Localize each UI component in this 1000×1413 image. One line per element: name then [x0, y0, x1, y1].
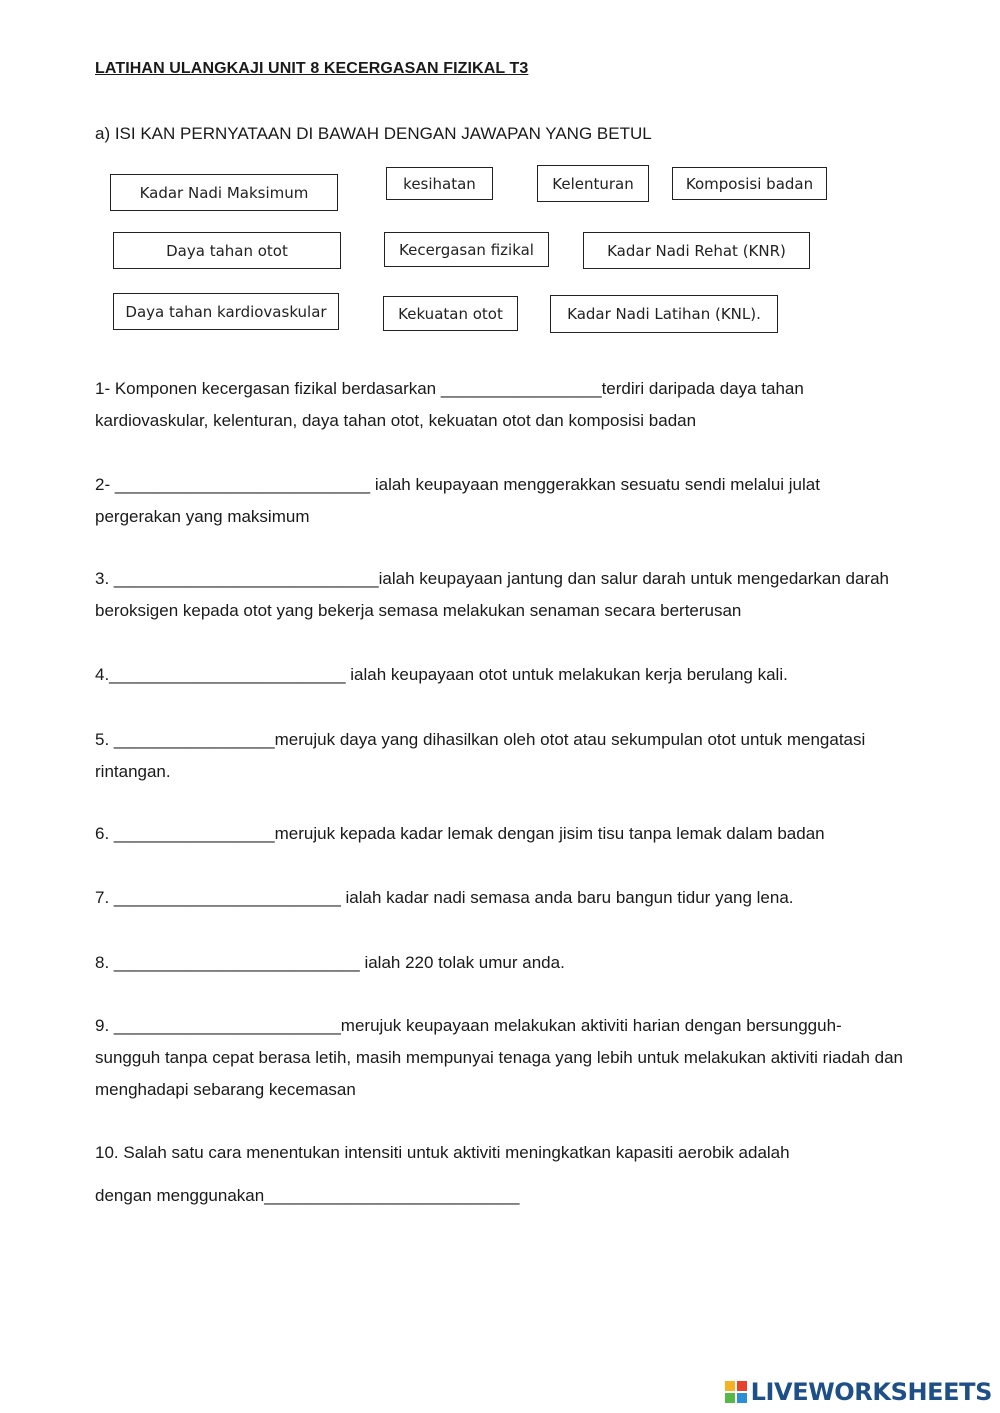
- question-6: 6. _________________merujuk kepada kadar lemak dengan jisim tisu tanpa lemak dalam badan: [95, 824, 825, 843]
- question-5: 5. _________________merujuk daya yang dihasilkan oleh otot atau sekumpulan otot untuk mengatasi rintangan.: [95, 730, 866, 781]
- page-title: LATIHAN ULANGKAJI UNIT 8 KECERGASAN FIZIKAL T3: [95, 60, 529, 77]
- word-box: Kekuatan otot: [383, 296, 518, 331]
- word-box: Kadar Nadi Maksimum: [110, 174, 338, 211]
- question-4: 4._________________________ ialah keupayaan otot untuk melakukan kerja berulang kali.: [95, 665, 788, 684]
- word-box: Komposisi badan: [672, 167, 827, 200]
- question-9: 9. ________________________merujuk keupayaan melakukan aktiviti harian dengan bersungguh-sungguh tanpa cepat berasa letih, masih mempunyai tenaga yang lebih untuk melakukan aktiviti riadah dan menghadapi sebarang kecemasan: [95, 1016, 904, 1099]
- word-box: Kelenturan: [537, 165, 649, 202]
- word-box: Daya tahan kardiovaskular: [113, 293, 339, 330]
- question-3: 3. ____________________________ialah keupayaan jantung dan salur darah untuk mengedarkan darah beroksigen kepada otot yang bekerja semasa melakukan senaman secara berterusan: [95, 569, 890, 620]
- question-10: 10. Salah satu cara menentukan intensiti untuk aktiviti meningkatkan kapasiti aerobik adalah: [95, 1143, 790, 1162]
- word-box: Kadar Nadi Rehat (KNR): [583, 232, 810, 269]
- liveworksheets-logo-icon: [725, 1381, 747, 1403]
- word-box: kesihatan: [386, 167, 493, 200]
- question-1: 1- Komponen kecergasan fizikal berdasarkan _________________terdiri daripada daya tahan kardiovaskular, kelenturan, daya tahan otot, kekuatan otot dan komposisi badan: [95, 379, 804, 430]
- question-7: 7. ________________________ ialah kadar nadi semasa anda baru bangun tidur yang lena.: [95, 888, 794, 907]
- question-10-continued: dengan menggunakan___________________________: [95, 1186, 520, 1205]
- word-box: Daya tahan otot: [113, 232, 341, 269]
- word-box: Kadar Nadi Latihan (KNL).: [550, 295, 778, 333]
- liveworksheets-brand[interactable]: [725, 1378, 992, 1406]
- word-box: Kecergasan fizikal: [384, 232, 549, 267]
- question-2: 2- ___________________________ ialah keupayaan menggerakkan sesuatu sendi melalui julat pergerakan yang maksimum: [95, 475, 820, 526]
- instruction: a) ISI KAN PERNYATAAN DI BAWAH DENGAN JAWAPAN YANG BETUL: [95, 124, 652, 143]
- brand-text: LIVEWORKSHEETS: [750, 1378, 992, 1406]
- question-8: 8. __________________________ ialah 220 tolak umur anda.: [95, 953, 565, 972]
